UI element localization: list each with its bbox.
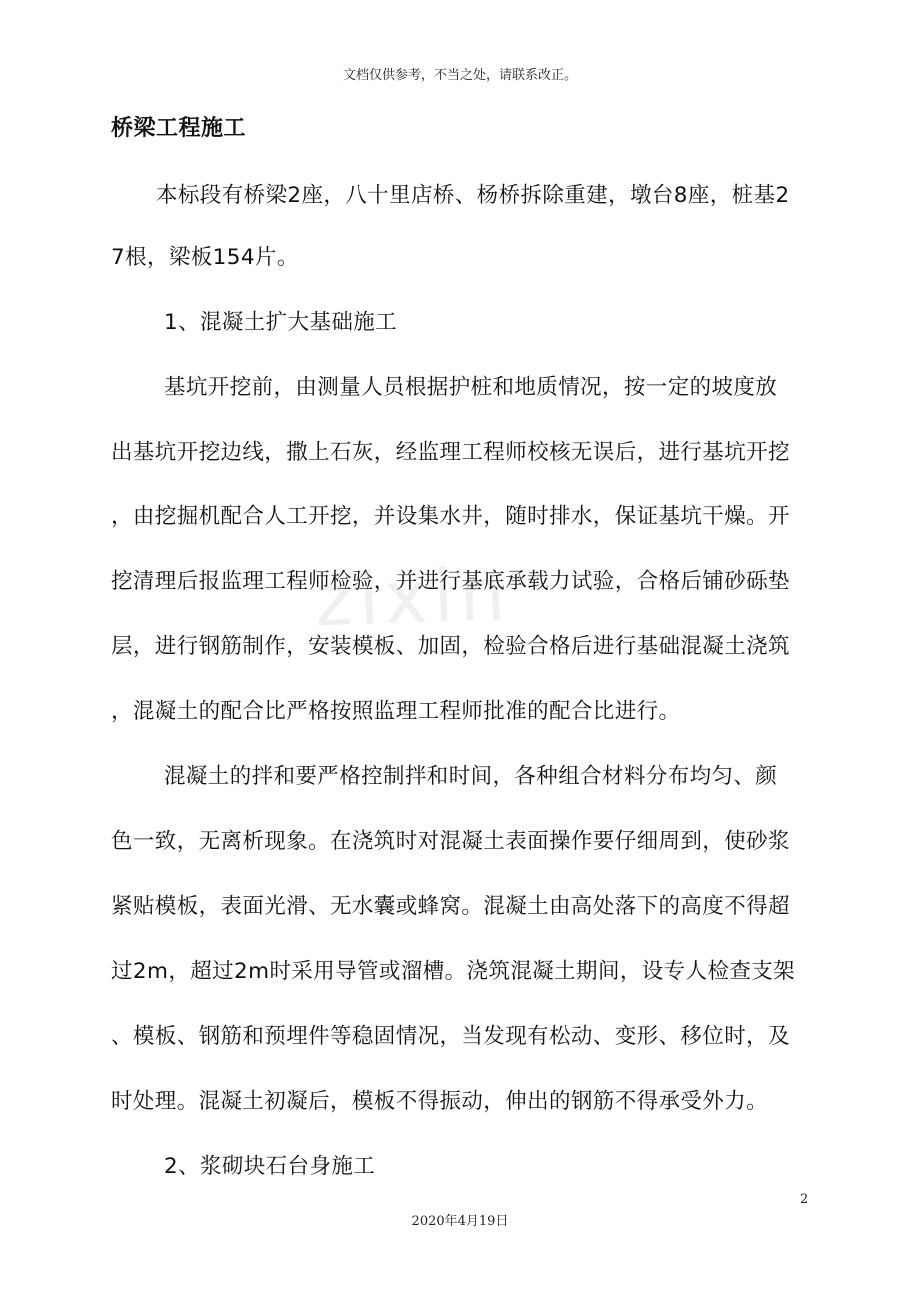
text-line-15: 时处理。混凝土初凝后，模板不得振动，伸出的钢筋不得承受外力。: [111, 1089, 769, 1114]
text-line-1: 本标段有桥梁2座，八十里店桥、杨桥拆除重建，墩台8座，桩基2: [156, 183, 790, 208]
header-note: 文档仅供参考，不当之处，请联系改正。: [342, 68, 577, 83]
text-line-6: ，由挖掘机配合人工开挖，并设集水井，随时排水，保证基坑干燥。开: [111, 504, 790, 529]
text-line-11: 色一致，无离析现象。在浇筑时对混凝土表面操作要仔细周到，使砂浆: [111, 829, 790, 854]
text-line-7: 挖清理后报监理工程师检验，并进行基底承载力试验，合格后铺砂砾垫: [111, 569, 790, 594]
text-line-2: 7根，梁板154片。: [111, 245, 299, 270]
text-line-13: 过2m，超过2m时采用导管或溜槽。浇筑混凝土期间，设专人检查支架: [111, 959, 796, 984]
text-line-5: 出基坑开挖边线，撒上石灰，经监理工程师校核无误后，进行基坑开挖: [111, 440, 790, 465]
document-title: 桥梁工程施工: [111, 116, 247, 141]
text-line-12: 紧贴模板，表面光滑、无水囊或蜂窝。混凝土由高处落下的高度不得超: [111, 894, 790, 919]
section-heading-1: 1、混凝土扩大基础施工: [164, 310, 398, 335]
text-line-8: 层，进行钢筋制作，安装模板、加固，检验合格后进行基础混凝土浇筑: [111, 634, 790, 659]
text-line-14: 、模板、钢筋和预埋件等稳固情况，当发现有松动、变形、移位时，及: [111, 1024, 790, 1049]
text-line-4: 基坑开挖前，由测量人员根据护桩和地质情况，按一定的坡度放: [164, 375, 778, 400]
footer-date: 2020年4月19日: [411, 1214, 509, 1229]
watermark: zixin: [313, 551, 513, 643]
text-line-10: 混凝土的拌和要严格控制拌和时间，各种组合材料分布均匀、颜: [164, 764, 778, 789]
page-number: 2: [800, 1192, 809, 1207]
text-line-9: ，混凝土的配合比严格按照监理工程师批准的配合比进行。: [111, 699, 681, 724]
section-heading-2: 2、浆砌块石台身施工: [164, 1154, 376, 1179]
